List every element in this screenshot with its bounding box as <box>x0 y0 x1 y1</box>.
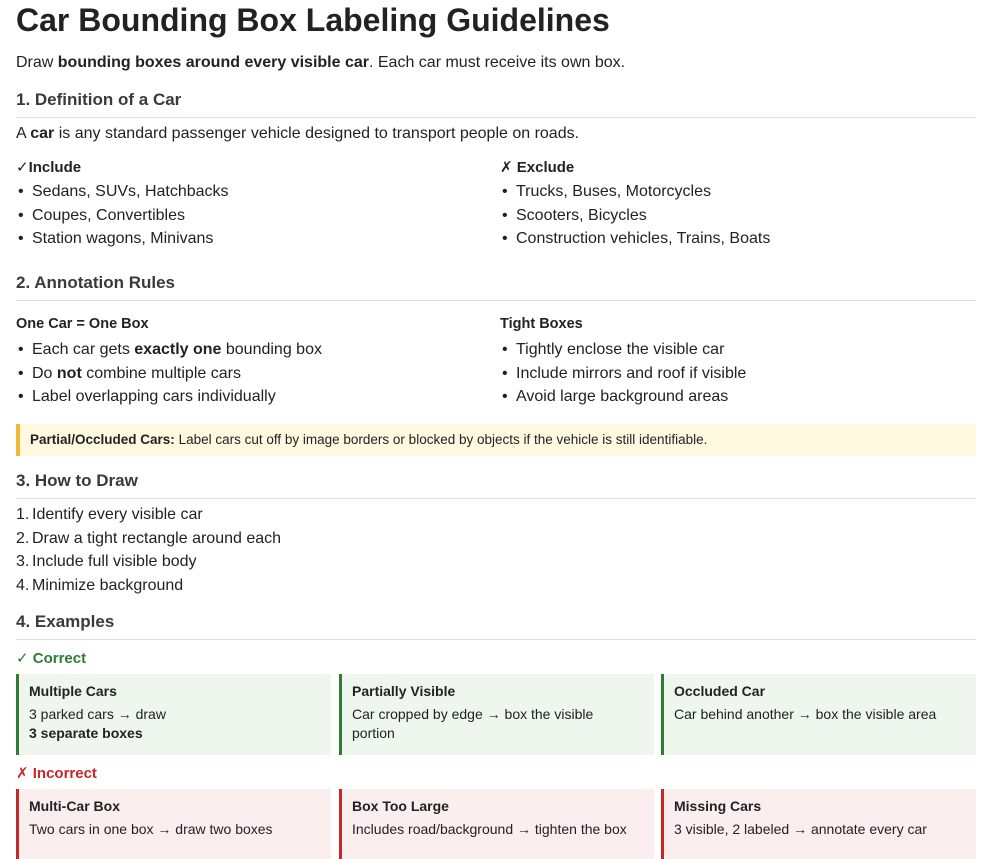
card-text: Includes road/background → tighten the box <box>352 821 627 837</box>
include-label: Include <box>28 159 82 176</box>
one-box-list <box>16 338 322 409</box>
page-title: Car Bounding Box Labeling Guidelines <box>16 2 610 38</box>
card-text-bold: 3 separate boxes <box>29 725 143 741</box>
callout-text: Label cars cut off by image borders or blocked by objects if the vehicle is still identifiable. <box>174 432 708 447</box>
list-item: • Label overlapping cars individually <box>16 385 322 409</box>
card-title: Missing Cars <box>674 798 762 814</box>
step-number: 4. <box>16 576 30 594</box>
incorrect-heading: ✗ Incorrect <box>16 765 97 782</box>
correct-heading: ✓ Correct <box>16 650 87 667</box>
section-rules-title: 2. Annotation Rules <box>16 273 976 301</box>
card-title: Occluded Car <box>674 683 766 699</box>
step-number: 3. <box>16 553 30 570</box>
incorrect-card-missing-cars <box>661 789 976 859</box>
card-title: Box Too Large <box>352 798 449 814</box>
correct-card-occluded-car <box>661 674 976 755</box>
card-text: 3 visible, 2 labeled → annotate every car <box>674 821 927 837</box>
card-text: Two cars in one box → draw two boxes <box>29 821 273 837</box>
list-item: • Tightly enclose the visible car <box>500 338 746 362</box>
list-item: • Include mirrors and roof if visible <box>500 362 746 386</box>
rule-pre: Each car gets <box>32 341 135 358</box>
step-number: 2. <box>16 529 30 547</box>
incorrect-card-multi-car-box <box>16 789 331 859</box>
card-text: Car behind another → box the visible area <box>674 706 937 722</box>
section-definition-title: 1. Definition of a Car <box>16 90 976 118</box>
list-item <box>16 550 281 574</box>
step-number: 1. <box>16 506 30 523</box>
intro-text <box>16 54 625 72</box>
include-heading <box>16 158 81 176</box>
list-item <box>16 362 322 386</box>
definition-pre: A <box>16 125 31 142</box>
rule-bold: not <box>56 364 82 382</box>
step-text: Draw a tight rectangle around each <box>32 529 282 547</box>
car-definition-text <box>16 125 579 143</box>
step-text: Minimize background <box>32 576 184 594</box>
step-text: Include full visible body <box>32 553 197 570</box>
list-item: • Sedans, SUVs, Hatchbacks <box>16 180 229 204</box>
correct-card-partially-visible <box>339 674 654 755</box>
check-icon: ✓ <box>16 159 29 176</box>
section-how-to-draw-title: 3. How to Draw <box>16 471 976 499</box>
exclude-list <box>500 180 770 251</box>
step-text: Identify every visible car <box>32 506 203 523</box>
list-item <box>16 503 281 527</box>
callout-label: Partial/Occluded Cars: <box>30 432 175 447</box>
list-item: • Avoid large background areas <box>500 385 746 409</box>
list-item: • Construction vehicles, Trains, Boats <box>500 227 770 251</box>
card-text: 3 parked cars → draw <box>29 706 166 722</box>
list-item: • Coupes, Convertibles <box>16 204 229 228</box>
definition-post: is any standard passenger vehicle designed to transport people on roads. <box>54 125 580 142</box>
card-text: Car cropped by edge → box the visible portion <box>352 706 594 741</box>
list-item: • Station wagons, Minivans <box>16 227 229 251</box>
definition-bold: car <box>30 125 55 142</box>
list-item: • Trucks, Buses, Motorcycles <box>500 180 770 204</box>
one-box-heading: One Car = One Box <box>16 316 149 332</box>
tight-boxes-heading: Tight Boxes <box>500 316 583 332</box>
occluded-callout <box>16 424 976 456</box>
exclude-label: Exclude <box>516 159 575 176</box>
list-item <box>16 338 322 362</box>
steps-list <box>16 503 281 597</box>
correct-card-multiple-cars <box>16 674 331 755</box>
list-item <box>16 574 281 598</box>
list-item: • Scooters, Bicycles <box>500 204 770 228</box>
section-examples-title: 4. Examples <box>16 612 976 640</box>
rule-post: combine multiple cars <box>81 364 241 382</box>
rule-post: bounding box <box>221 341 322 358</box>
intro-pre: Draw <box>16 54 58 71</box>
card-title: Multiple Cars <box>29 683 117 699</box>
card-title: Partially Visible <box>352 683 456 699</box>
card-title: Multi-Car Box <box>29 798 120 814</box>
rule-bold: exactly one <box>134 341 222 358</box>
list-item <box>16 527 281 551</box>
intro-post: . Each car must receive its own box. <box>368 54 626 71</box>
cross-icon: ✗ <box>500 159 513 176</box>
exclude-heading <box>500 158 574 176</box>
include-list <box>16 180 229 251</box>
rule-pre: Do <box>32 364 57 382</box>
tight-boxes-list <box>500 338 746 409</box>
intro-bold: bounding boxes around every visible car <box>57 54 369 71</box>
incorrect-card-box-too-large <box>339 789 654 859</box>
